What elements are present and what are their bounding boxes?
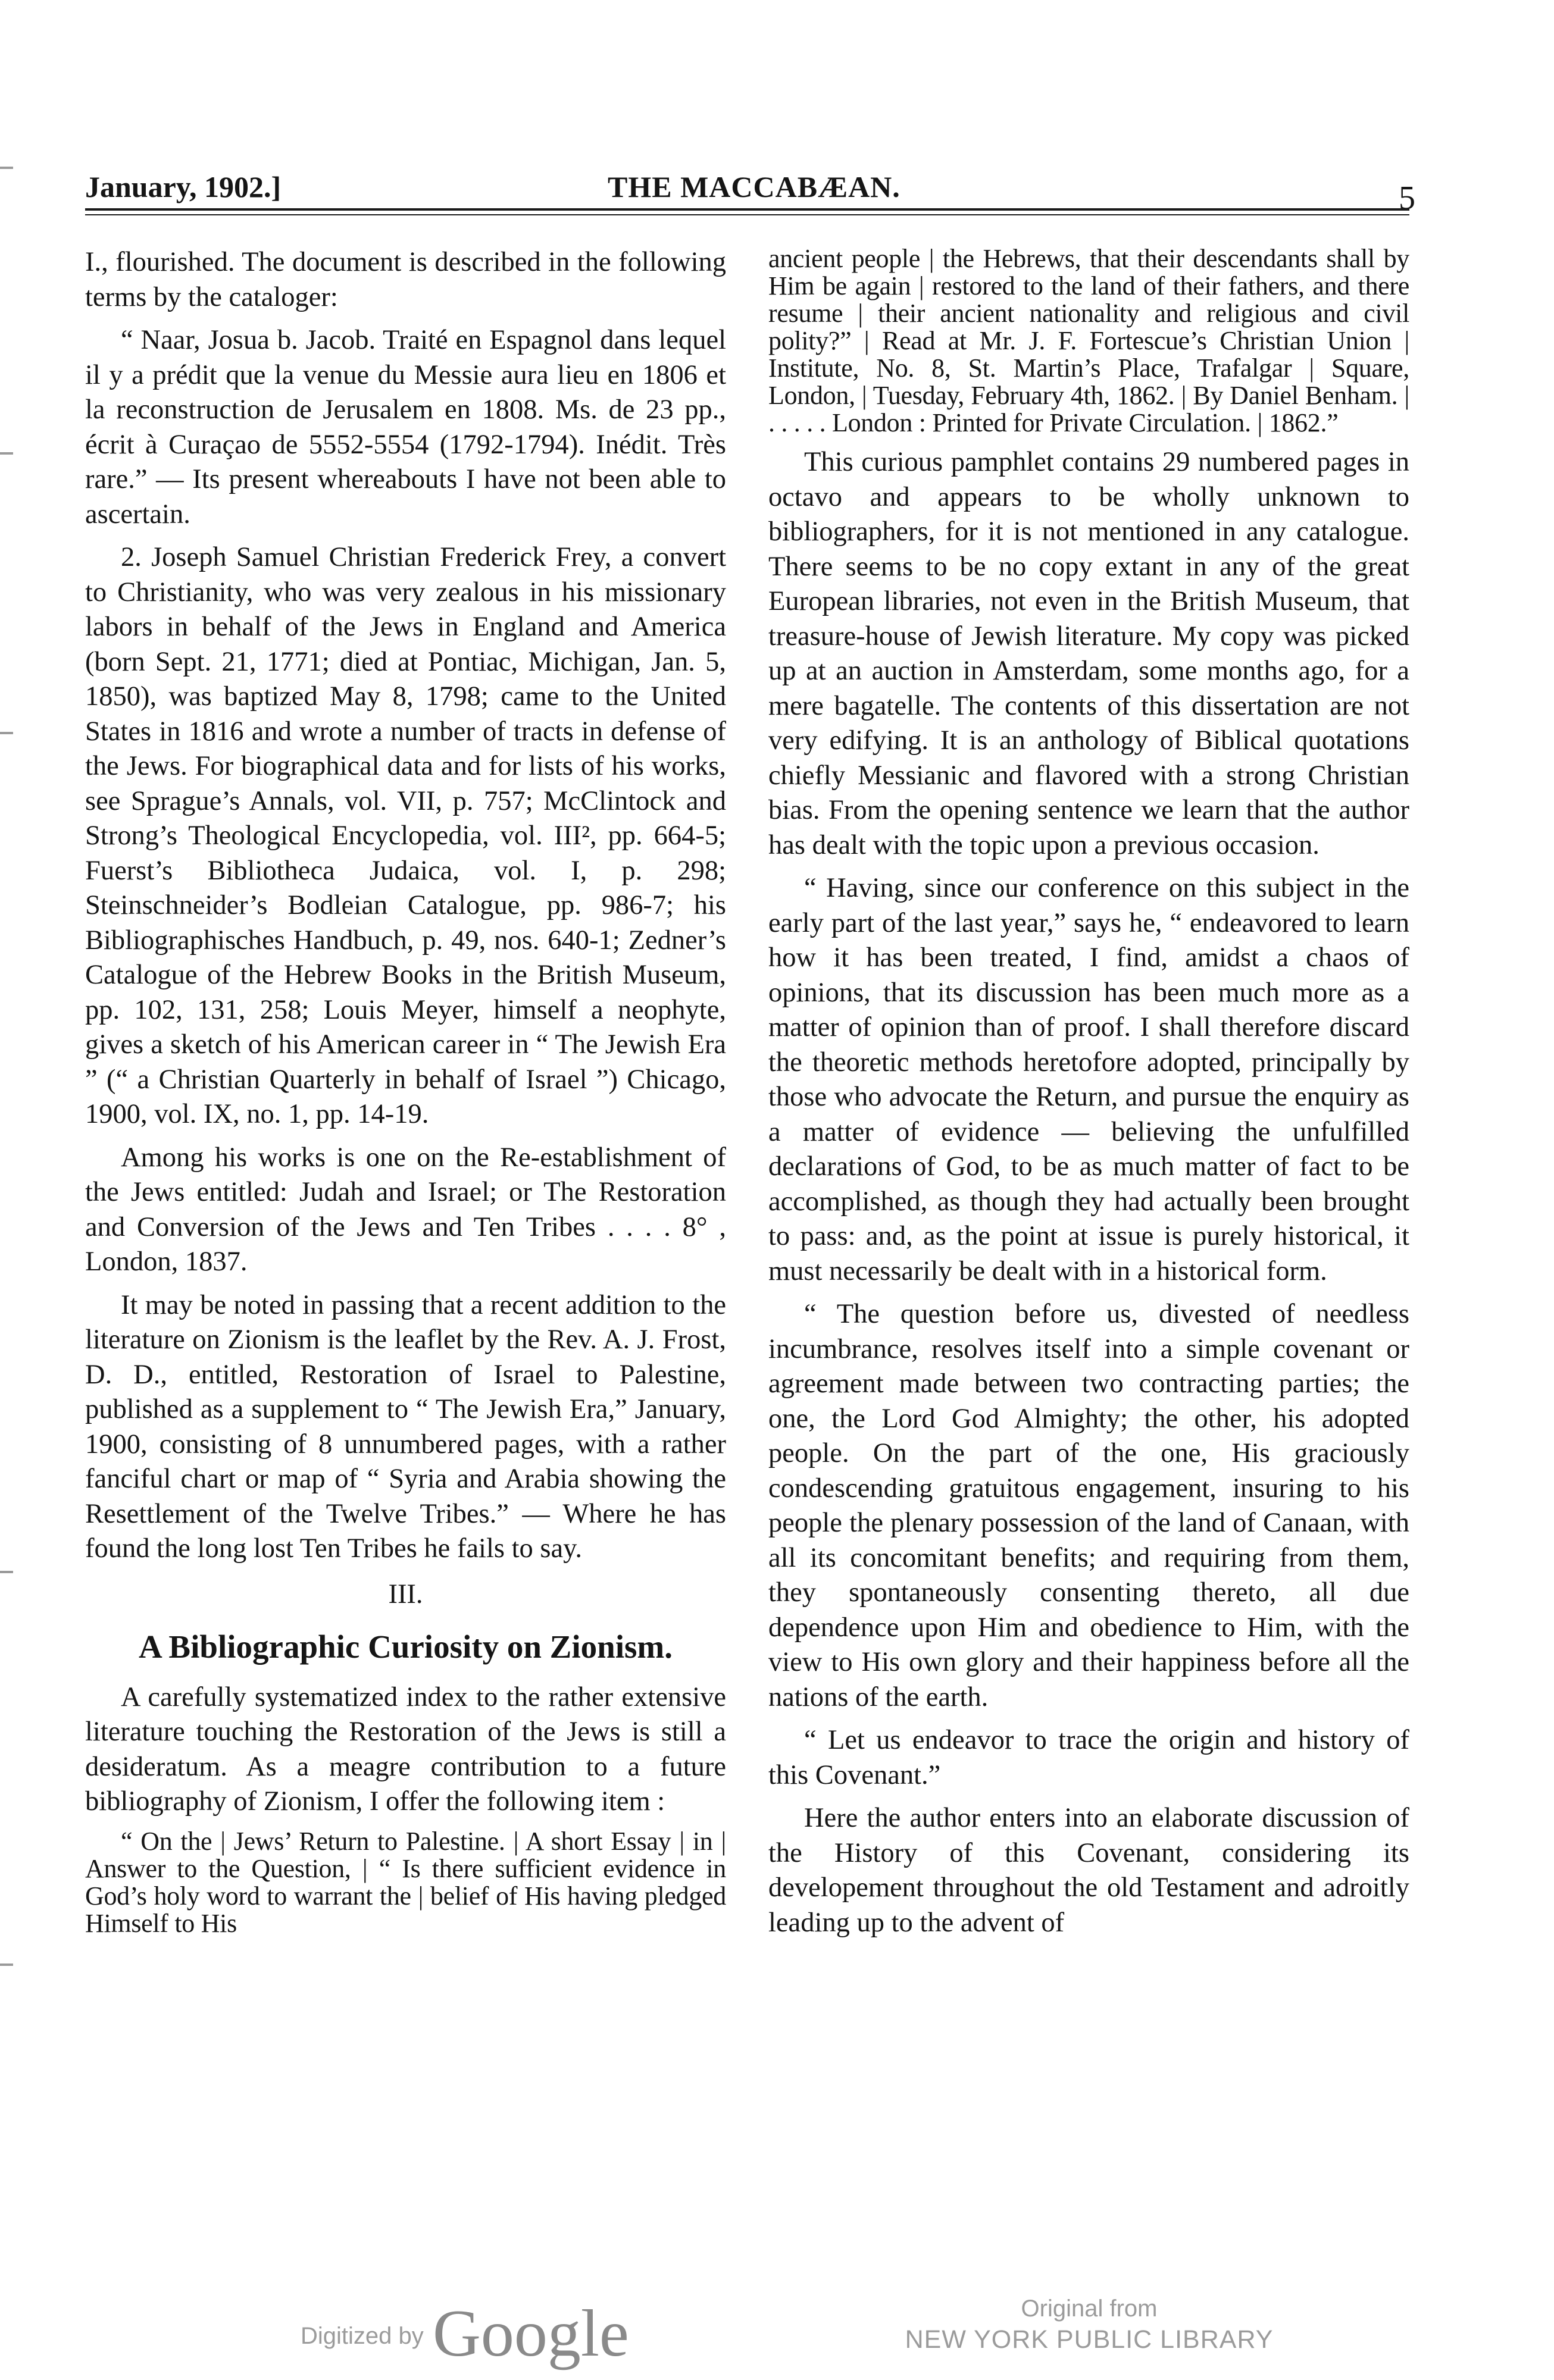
- paragraph: This curious pamphlet contains 29 numbered pages in octavo and appears to be wholly unknown to bibliographers, for it is not mentioned in any catalogue. There seems to be no copy extant in any of the great European libraries, not even in the British Museum, that treasure-house of Jewish literature. My copy was picked up at an auction in Amsterdam, some months ago, for a mere bagatelle. The contents of this dissertation are not very edifying. It is an anthology of Biblical quotations chiefly Messianic and flavored with a strong Christian bias. From the opening sentence we learn that the author has dealt with the topic upon a previous occasion.: [768, 447, 1409, 860]
- paragraph: ancient people | the Hebrews, that their descendants shall by Him be again | restored to the land of their fathers, and there resume | their ancient nationality and religious and civil polity?” | Read at Mr. J. F. Fortescue’s Christian Union | Institute, No. 8, St. Martin’s Place, Trafalgar | Square, London, | Tuesday, February 4th, 1862. | By Daniel Benham. | . . . . . London : Printed for Private Circulation. | 1862.”: [768, 245, 1409, 437]
- section-number: III.: [388, 1579, 423, 1609]
- header-date: January, 1902.]: [85, 170, 282, 203]
- paragraph: 2. Joseph Samuel Christian Frederick Frey, a convert to Christianity, who was very zealous in his missionary labors in behalf of the Jews in England and America (born Sept. 21, 1771; died at Pontiac, Michigan, Jan. 5, 1850), was baptized May 8, 1798; came to the United States in 1816 and wrote a number of tracts in defense of the Jews. For biographical data and for lists of his works, see Sprague’s Annals, vol. VII, p. 757; McClintock and Strong’s Theological Encyclopedia, vol. III², pp. 664-5; Fuerst’s Bibliotheca Judaica, vol. I, p. 298; Steinschneider’s Bodleian Catalogue, pp. 986-7; his Bibliographisches Handbuch, p. 49, nos. 640-1; Zedner’s Catalogue of the Hebrew Books in the British Museum, pp. 102, 131, 258; Louis Meyer, himself a neophyte, gives a sketch of his American career in “ The Jewish Era ” (“ a Christian Quarterly in behalf of Israel ”) Chicago, 1900, vol. IX, no. 1, pp. 14-19.: [85, 542, 726, 1129]
- paragraph: “ On the | Jews’ Return to Palestine. | A short Essay | in | Answer to the Question, | “ Is there sufficient evidence in God’s holy word to warrant the | belief of His having pledged Himself to His: [85, 1826, 726, 1938]
- source-credit: [905, 2294, 1274, 2356]
- paragraph: I., flourished. The document is described in the following terms by the cataloger:: [85, 247, 726, 312]
- scan-edge-mark: [0, 732, 13, 734]
- paragraph: “ Having, since our conference on this subject in the early part of the last year,” says he, “ endeavored to learn how it has been treated, I find, amidst a chaos of opinions, that its discussion has been much more as a matter of opinion than of proof. I shall therefore discard the theoretic methods heretofore adopted, principally by those who advocate the Return, and pursue the enquiry as a matter of evidence — believing the unfulfilled declarations of God, to be as much matter of fact to be accomplished, as though they had actually been brought to pass: and, as the point at issue is purely historical, it must necessarily be dealt with in a historical form.: [768, 873, 1409, 1286]
- scan-edge-mark: [0, 1964, 13, 1966]
- paragraph: “ The question before us, divested of needless incumbrance, resolves itself into a simple covenant or agreement made between two contracting parties; the one, the Lord God Almighty; the other, his adopted people. On the part of the one, His graciously condescending gratuitous engagement, insuring to his people the plenary possession of the land of Canaan, with all its concomitant benefits; and requiring from them, they spontaneously consenting thereto, all due dependence upon Him and obedience to Him, with the view to His own glory and their happiness before all the nations of the earth.: [768, 1299, 1409, 1712]
- header-journal-title: THE MACCABÆAN.: [608, 170, 900, 203]
- google-logo: Google: [433, 2297, 629, 2370]
- paragraph: Among his works is one on the Re-establishment of the Jews entitled: Judah and Israel; or The Restoration and Conversion of the Jews and Ten Tribes . . . . 8° , London, 1837.: [85, 1142, 726, 1277]
- running-header: [85, 170, 1415, 217]
- scan-edge-mark: [0, 1571, 13, 1573]
- paragraph: A carefully systematized index to the rather extensive literature touching the Restoration of the Jews is still a desideratum. As a meagre contribution to a future bibliography of Zionism, I offer the following item :: [85, 1681, 726, 1817]
- section-heading: A Bibliographic Curiosity on Zionism.: [139, 1629, 673, 1665]
- paragraph: Here the author enters into an elaborate discussion of the History of this Covenant, considering its developement throughout the old Testament and adroitly leading up to the advent of: [768, 1803, 1409, 1938]
- paragraph: It may be noted in passing that a recent addition to the literature on Zionism is the leaflet by the Rev. A. J. Frost, D. D., entitled, Restoration of Israel to Palestine, published as a supplement to “ The Jewish Era,” January, 1900, consisting of 8 unnumbered pages, with a rather fanciful chart or map of “ Syria and Arabia showing the Resettlement of the Twelve Tribes.” — Where he has found the long lost Ten Tribes he fails to say.: [85, 1289, 726, 1564]
- right-column: [768, 245, 1409, 2203]
- original-from-text: Original from: [1021, 2296, 1158, 2322]
- digitized-by-text: Digitized by: [301, 2323, 424, 2349]
- header-rule: [85, 208, 1409, 215]
- paragraph: “ Naar, Josua b. Jacob. Traité en Espagnol dans lequel il y a prédit que la venue du Messie aura lieu en 1806 et la reconstruction de Jerusalem en 1808. Ms. de 23 pp., écrit à Curaçao de 5552-5554 (1792-1794). Inédit. Très rare.” — Its present whereabouts I have not been able to ascertain.: [85, 325, 726, 530]
- left-column: [85, 245, 726, 2203]
- scan-edge-mark: [0, 452, 13, 455]
- page-number: 5: [1399, 180, 1415, 217]
- library-name: NEW YORK PUBLIC LIBRARY: [905, 2325, 1274, 2354]
- scan-edge-mark: [0, 167, 13, 169]
- paragraph: “ Let us endeavor to trace the origin and history of this Covenant.”: [768, 1725, 1409, 1790]
